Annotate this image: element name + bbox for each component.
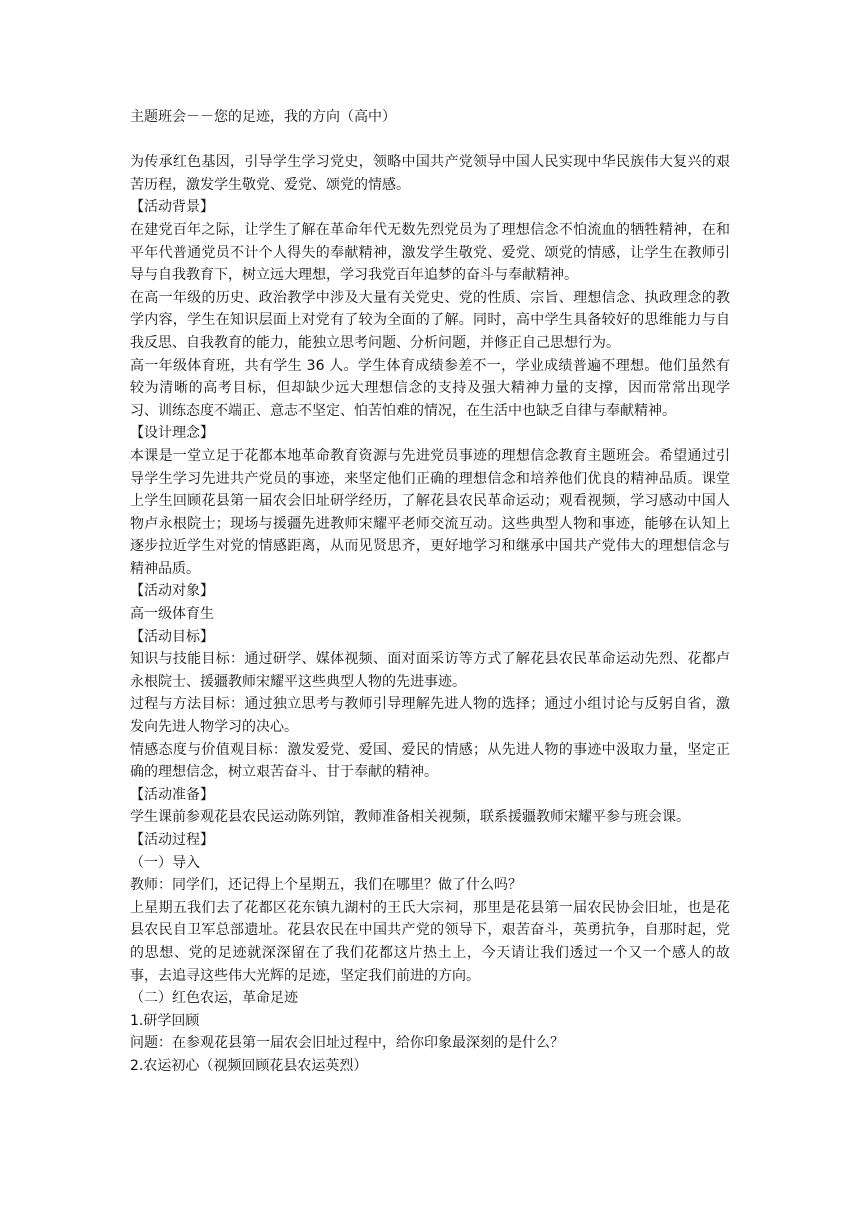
prep-heading: 【活动准备】 [130,786,214,803]
goals-heading: 【活动目标】 [130,628,214,645]
goals-paragraph-2: 过程与方法目标：通过独立思考与教师引导理解先进人物的选择；通过小组讨论与反躬自省，激发向先进人物学习的决心。 [130,696,730,736]
process-paragraph-2: 上星期五我们去了花都区花东镇九湖村的王氏大宗祠，那里是花县第一届农民协会旧址，也是花县农民自卫军总部遗址。花县农民在中国共产党的领导下，艰苦奋斗，英勇抗争，自那时起，党的思想、党的足迹就深深留在了我们花都这片热土上，今天请让我们透过一个又一个感人的故事，去追寻这些伟大光辉的足迹，坚定我们前进的方向。 [130,899,730,984]
process-item-1: 1.研学回顾 [130,1012,200,1029]
goals-paragraph-3: 情感态度与价值观目标：激发爱党、爱国、爱民的情感；从先进人物的事迹中汲取力量，坚定正确的理想信念，树立艰苦奋斗、甘于奉献的精神。 [130,741,730,781]
document-body [130,106,730,1078]
process-heading: 【活动过程】 [130,832,214,848]
intro-paragraph: 为传承红色基因，引导学生学习党史，领略中国共产党领导中国人民实现中华民族伟大复兴的艰苦历程，激发学生敬党、爱党、颂党的情感。 [130,154,730,193]
target-heading: 【活动对象】 [130,583,214,600]
document-title: 主题班会－－您的足迹，我的方向（高中） [130,109,396,125]
design-heading: 【设计理念】 [130,425,214,442]
process-subheading-2: （二）红色农运，革命足迹 [130,990,298,1007]
process-item-2: 2.农运初心（视频回顾花县农运英烈） [130,1057,368,1074]
prep-paragraph: 学生课前参观花县农民运动陈列馆，教师准备相关视频，联系援疆教师宋耀平参与班会课。 [130,809,690,826]
background-paragraph-2: 在高一年级的历史、政治教学中涉及大量有关党史、党的性质、宗旨、理想信念、执政理念的教学内容，学生在知识层面上对党有了较为全面的了解。同时，高中学生具备较好的思维能力与自我反思、自我教育的能力，能独立思考问题、分析问题，并修正自己思想行为。 [130,289,730,351]
target-paragraph: 高一级体育生 [130,606,214,623]
process-subheading-1: （一）导入 [130,854,200,871]
background-heading: 【活动背景】 [130,199,214,216]
background-paragraph-1: 在建党百年之际，让学生了解在革命年代无数先烈党员为了理想信念不怕流血的牺牲精神，在和平年代普通党员不计个人得失的奉献精神，激发学生敬党、爱党、颂党的情感，让学生在教师引导与自我教育下，树立远大理想，学习我党百年追梦的奋斗与奉献精神。 [130,221,730,284]
goals-paragraph-1: 知识与技能目标：通过研学、媒体视频、面对面采访等方式了解花县农民革命运动先烈、花都卢永根院士、援疆教师宋耀平这些典型人物的先进事迹。 [130,651,730,690]
background-paragraph-3: 高一年级体育班，共有学生 36 人。学生体育成绩参差不一，学业成绩普遍不理想。他们虽然有较为清晰的高考目标，但却缺少远大理想信念的支持及强大精神力量的支撑，因而常常出现学习、训练态度不端正、意志不坚定、怕苦怕难的情况，在生活中也缺乏自律与奉献精神。 [130,357,730,419]
design-paragraph: 本课是一堂立足于花都本地革命教育资源与先进党员事迹的理想信念教育主题班会。希望通过引导学生学习先进共产党员的事迹，来坚定他们正确的理想信念和培养他们优良的精神品质。课堂上学生回顾花县第一届农会旧址研学经历，了解花县农民革命运动；观看视频，学习感动中国人物卢永根院士；现场与援疆先进教师宋耀平老师交流互动。这些典型人物和事迹，能够在认知上逐步拉近学生对党的情感距离，从而见贤思齐，更好地学习和继承中国共产党伟大的理想信念与精神品质。 [130,447,730,577]
process-paragraph-1: 教师：同学们，还记得上个星期五，我们在哪里？做了什么吗？ [130,877,522,894]
process-paragraph-3: 问题：在参观花县第一届农会旧址过程中，给你印象最深刻的是什么？ [130,1035,564,1052]
